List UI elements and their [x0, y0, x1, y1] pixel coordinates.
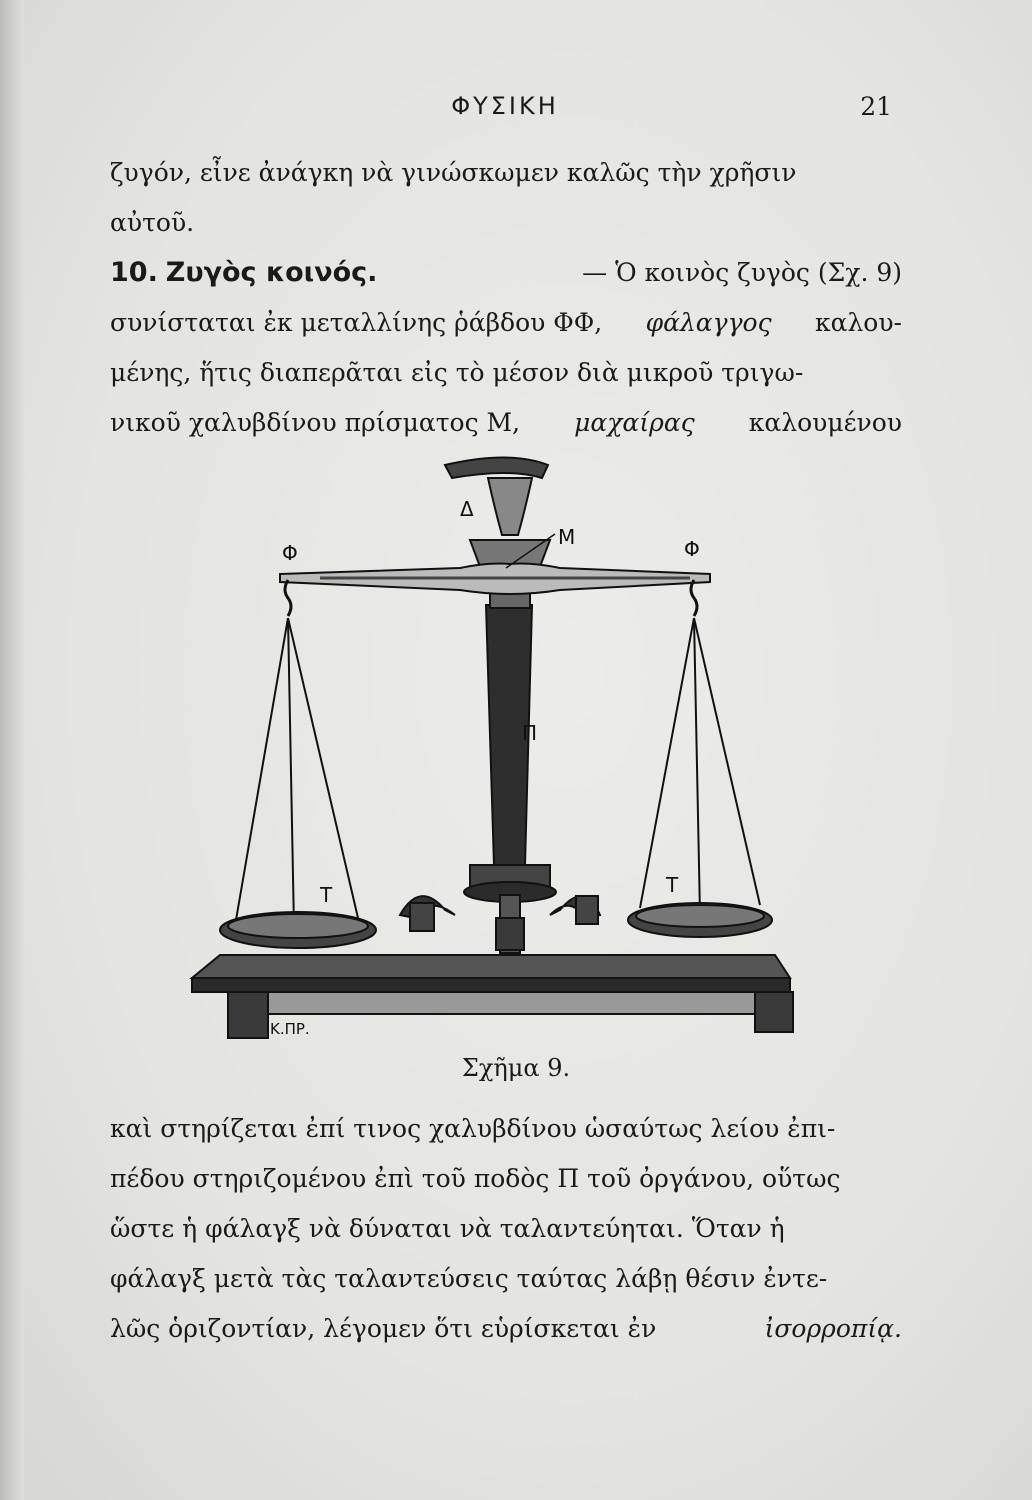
running-title: ΦΥΣΙΚΗ: [451, 92, 559, 120]
text-line-content: φάλαγξ μετὰ τὰς ταλαντεύσεις ταύτας λάβῃ θέσιν ἐντε-: [110, 1264, 828, 1293]
section-title: Ζυγὸς κοινός.: [165, 257, 378, 288]
label-phi-left: Φ: [282, 541, 298, 565]
hook-left: [285, 580, 291, 616]
text-line-content: ζυγόν, εἶνε ἀνάγκη νὰ γινώσκωμεν καλῶς τὴν χρῆσιν: [110, 158, 797, 187]
text-line-content: λῶς ὁριζοντίαν, λέγομεν ὅτι εὑρίσκεται ἐν: [110, 1314, 657, 1343]
base-apron: [268, 992, 755, 1014]
section-heading: [110, 248, 377, 298]
text-line-content: νικοῦ χαλυβδίνου πρίσματος Μ,: [110, 408, 521, 437]
text-line: [110, 1204, 902, 1254]
text-line-content: — Ὁ κοινὸς ζυγὸς (Σχ. 9): [582, 258, 902, 287]
text-line: [110, 1104, 902, 1154]
pan-left-inner: [228, 914, 368, 938]
index-scale: [445, 458, 548, 479]
figure-caption: Σχῆμα 9.: [461, 1054, 571, 1082]
pan-string-left-2: [288, 618, 294, 928]
text-line: [110, 298, 902, 348]
text-line-content: ὥστε ἡ φάλαγξ νὰ δύναται νὰ ταλαντεύηται. Ὅταν ἡ: [110, 1214, 785, 1243]
text-line-content: μένης, ἥτις διαπερᾶται εἰς τὸ μέσον διὰ μικροῦ τριγω-: [110, 358, 804, 387]
text-line: [110, 1304, 902, 1354]
pan-string-left-1: [236, 618, 288, 920]
text-line: [110, 1154, 902, 1204]
index-pointer-body: [488, 478, 532, 535]
term-equilibrium: ἰσορροπίᾳ.: [764, 1314, 902, 1343]
pan-string-right-1: [640, 618, 694, 908]
hook-right: [691, 580, 697, 616]
pan-string-right-3: [694, 618, 760, 905]
term-phalanx: φάλαγγος: [645, 308, 772, 337]
text-line-content: αὐτοῦ.: [110, 208, 195, 237]
label-t-left: Τ: [320, 883, 333, 907]
text-line-content: συνίσταται ἐκ μεταλλίνης ῥάβδου ΦΦ,: [110, 308, 603, 337]
base-leg-left: [228, 992, 268, 1038]
text-line: [110, 1254, 902, 1304]
label-phi-right: Φ: [684, 537, 700, 561]
label-delta: Δ: [460, 497, 474, 521]
balance-scale-figure: [170, 440, 850, 1050]
text-line-content: καλου-: [814, 308, 902, 337]
text-line: [110, 148, 902, 198]
pan-string-right-2: [694, 618, 700, 915]
section-heading-line: [110, 248, 902, 298]
engraver-signature: Κ.ΠΡ.: [270, 1020, 310, 1038]
base-top: [192, 955, 790, 978]
section-number: 10.: [110, 257, 158, 288]
pan-string-left-3: [288, 618, 358, 918]
paragraph-bottom: [110, 1104, 902, 1354]
label-t-right: Τ: [666, 873, 679, 897]
book-spine-shadow: [0, 0, 24, 1500]
term-machaira: μαχαίρας: [574, 408, 695, 437]
text-line-content: πέδου στηριζομένου ἐπὶ τοῦ ποδὸς Π τοῦ ὀργάνου, οὕτως: [110, 1164, 841, 1193]
text-line: [110, 198, 902, 248]
balance-scale-illustration: [170, 440, 850, 1050]
paragraph-top: [110, 148, 902, 448]
leveling-screw-left: [410, 903, 434, 931]
leveling-screw-right: [576, 896, 598, 924]
label-pi: Π: [522, 721, 538, 745]
base-front: [192, 978, 790, 992]
page-number: 21: [860, 92, 892, 121]
page-header: [110, 92, 900, 126]
text-line-content: καὶ στηρίζεται ἐπί τινος χαλυβδίνου ὡσαύτως λείου ἐπι-: [110, 1114, 836, 1143]
pan-right-inner: [636, 905, 764, 927]
text-line-content: καλουμένου: [748, 408, 902, 437]
label-m: Μ: [558, 525, 576, 549]
text-line: [110, 348, 902, 398]
base-leg-right: [755, 992, 793, 1032]
leveling-screw-front: [496, 918, 524, 950]
